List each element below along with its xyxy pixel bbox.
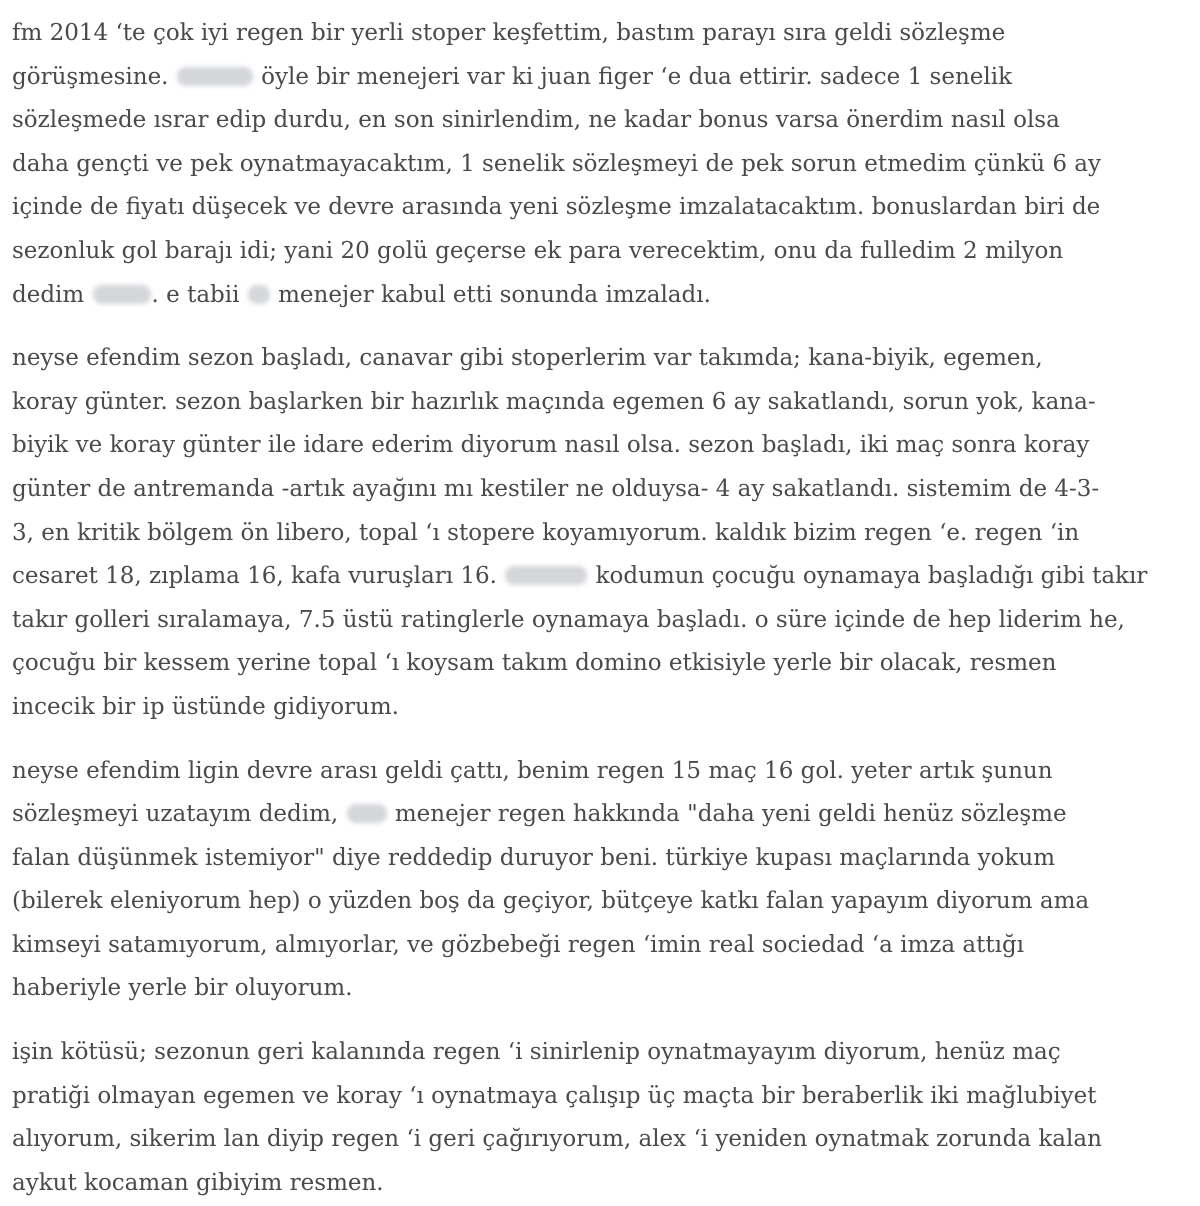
text-line: pratiği olmayan egemen ve koray ‘ı oynatmaya çalışıp üç maçta bir beraberlik iki mağlubiyet xyxy=(12,1082,1097,1109)
text-line: falan düşünmek istemiyor" diye reddedip duruyor beni. türkiye kupası maçlarında yokum xyxy=(12,844,1056,871)
censored-word xyxy=(347,804,387,823)
text-line: koray günter. sezon başlarken bir hazırlık maçında egemen 6 ay sakatlandı, sorun yok, kana- xyxy=(12,388,1096,415)
text-line: biyik ve koray günter ile idare ederim diyorum nasıl olsa. sezon başladı, iki maç sonra koray xyxy=(12,432,1090,459)
censored-word xyxy=(505,566,587,585)
text-line: daha gençti ve pek oynatmayacaktım, 1 senelik sözleşmeyi de pek sorun etmedim çünkü 6 ay xyxy=(12,150,1101,177)
text-line: haberiyle yerle bir oluyorum. xyxy=(12,975,353,1002)
paragraph xyxy=(12,750,1186,1012)
text-line: alıyorum, sikerim lan diyip regen ‘i geri çağırıyorum, alex ‘i yeniden oynatmak zorunda kalan xyxy=(12,1126,1102,1153)
text-line: görüşmesine. öyle bir menejeri var ki juan figer ‘e dua ettirir. sadece 1 senelik xyxy=(12,63,1013,90)
paragraph xyxy=(12,12,1186,317)
text-line: kimseyi satamıyorum, almıyorlar, ve gözbebeği regen ‘imin real sociedad ‘a imza attığı xyxy=(12,931,1025,958)
censored-word xyxy=(248,285,270,304)
text-line: takır golleri sıralamaya, 7.5 üstü ratinglerle oynamaya başladı. o süre içinde de hep liderim he, xyxy=(12,606,1125,633)
text-line: günter de antremanda -artık ayağını mı kestiler ne olduysa- 4 ay sakatlandı. sistemim de 4-3- xyxy=(12,475,1100,502)
paragraph xyxy=(12,1031,1186,1205)
text-line: sözleşmeyi uzatayım dedim, menejer regen hakkında "daha yeni geldi henüz sözleşme xyxy=(12,801,1067,828)
text-line: incecik bir ip üstünde gidiyorum. xyxy=(12,693,399,720)
text-line: içinde de fiyatı düşecek ve devre arasında yeni sözleşme imzalatacaktım. bonuslardan biri de xyxy=(12,194,1101,221)
text-line: sezonluk gol barajı idi; yani 20 golü geçerse ek para verecektim, onu da fulledim 2 milyon xyxy=(12,237,1064,264)
text-line: neyse efendim sezon başladı, canavar gibi stoperlerim var takımda; kana-biyik, egemen, xyxy=(12,345,1043,372)
text-line: 3, en kritik bölgem ön libero, topal ‘ı stopere koyamıyorum. kaldık bizim regen ‘e. regen ‘in xyxy=(12,519,1080,546)
text-line: çocuğu bir kessem yerine topal ‘ı koysam takım domino etkisiyle yerle bir olacak, resmen xyxy=(12,650,1057,677)
text-line: fm 2014 ‘te çok iyi regen bir yerli stoper keşfettim, bastım parayı sıra geldi sözleşme xyxy=(12,20,1006,46)
text-line: (bilerek eleniyorum hep) o yüzden boş da geçiyor, bütçeye katkı falan yapayım diyorum ama xyxy=(12,888,1090,915)
text-line: işin kötüsü; sezonun geri kalanında regen ‘i sinirlenip oynatmayayım diyorum, henüz maç xyxy=(12,1039,1061,1066)
censored-word xyxy=(177,67,253,86)
text-line: dedim . e tabii menejer kabul etti sonunda imzaladı. xyxy=(12,281,711,308)
paragraph xyxy=(12,337,1186,729)
text-line: sözleşmede ısrar edip durdu, en son sinirlendim, ne kadar bonus varsa önerdim nasıl olsa xyxy=(12,107,1060,134)
censored-word xyxy=(93,285,151,304)
text-line: neyse efendim ligin devre arası geldi çattı, benim regen 15 maç 16 gol. yeter artık şunun xyxy=(12,757,1053,784)
text-line: cesaret 18, zıplama 16, kafa vuruşları 16. kodumun çocuğu oynamaya başladığı gibi takır xyxy=(12,563,1148,590)
text-line: aykut kocaman gibiyim resmen. xyxy=(12,1169,384,1196)
